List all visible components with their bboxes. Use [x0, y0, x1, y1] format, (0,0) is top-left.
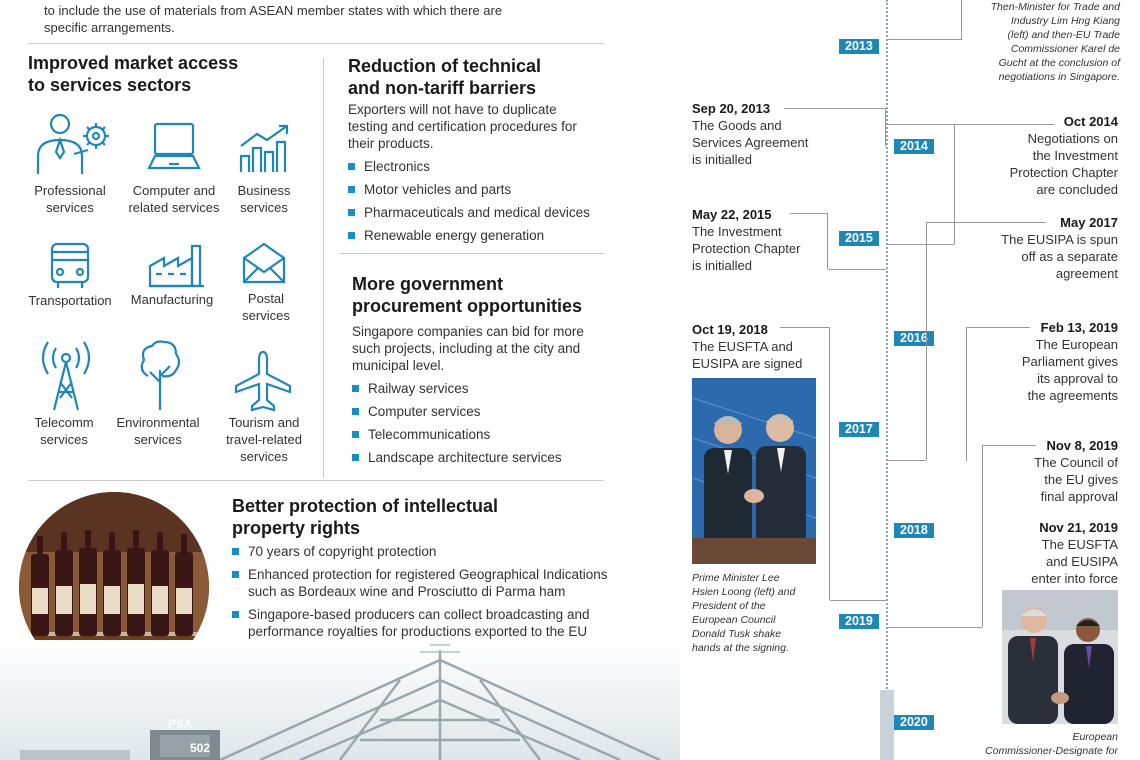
year-2016: 2016: [894, 331, 934, 346]
year-2019: 2019: [839, 614, 879, 629]
service-computer: Computer and related services: [128, 183, 220, 215]
handshake-photo-caption: European Commissioner-Designate for: [985, 731, 1118, 757]
service-postal: Postal services: [242, 291, 290, 323]
procurement-bullet: Railway services: [352, 380, 469, 397]
event-may-2017: May 2017 The EUSIPA is spun off as a separate agreement: [1001, 215, 1118, 281]
technical-bullet: Pharmaceuticals and medical devices: [348, 204, 590, 221]
event-feb-2019: Feb 13, 2019 The European Parliament gives its approval to the agreements: [1021, 320, 1118, 403]
divider: [340, 253, 604, 254]
connector: [888, 627, 982, 628]
procurement-title: More government procurement opportunities: [352, 274, 583, 316]
antenna-icon: [38, 340, 94, 412]
event-sep-2013: Sep 20, 2013 The Goods and Services Agreement is initialled: [692, 101, 809, 167]
technical-bullet: Renewable energy generation: [348, 227, 544, 244]
connector: [966, 327, 1030, 328]
port-sign-number: 502: [190, 741, 211, 755]
timeline-ship-mast: [880, 690, 894, 760]
connector: [828, 269, 886, 270]
business-chart-icon: [237, 122, 293, 174]
connector: [966, 327, 967, 461]
column-divider: [323, 58, 324, 478]
year-2013: 2013: [839, 39, 879, 54]
service-business: Business services: [237, 183, 291, 215]
year-2017: 2017: [839, 422, 879, 437]
computer-icon: [147, 122, 201, 174]
divider: [28, 480, 604, 481]
technical-desc: Exporters will not have to duplicate testing and certification procedures for their products.: [348, 102, 577, 151]
ip-bullet: Enhanced protection for registered Geographical Indications such as Bordeaux wine and Prosciutto di Parma ham: [232, 566, 607, 600]
service-manufacturing: Manufacturing: [130, 292, 214, 307]
signing-photo: [692, 378, 816, 564]
professional-icon: [34, 112, 114, 176]
technical-title: Reduction of technical and non-tariff barriers: [348, 56, 542, 98]
technical-bullet: Electronics: [348, 158, 430, 175]
intro-text: to include the use of materials from ASEAN member states with which there are specific arrangements.: [44, 3, 503, 35]
year-2014: 2014: [894, 139, 934, 154]
connector: [926, 222, 1046, 223]
connector: [830, 600, 886, 601]
year-2020: 2020: [894, 715, 934, 730]
service-environmental: Environmental services: [116, 415, 200, 447]
handshake-photo: [1002, 590, 1118, 724]
connector: [888, 244, 954, 245]
year-2018: 2018: [894, 523, 934, 538]
airplane-icon: [234, 350, 292, 412]
event-nov-21-2019: Nov 21, 2019 The EUSFTA and EUSIPA enter into force: [1031, 520, 1118, 586]
service-professional: Professional services: [34, 183, 106, 215]
connector: [888, 460, 926, 461]
signing-photo-caption: Prime Minister Lee Hsien Loong (left) and President of the European Council Donald Tusk shake hands at the signing.: [692, 572, 796, 654]
service-transportation: Transportation: [28, 293, 112, 308]
connector: [954, 124, 955, 244]
event-may-2015: May 22, 2015 The Investment Protection Chapter is initialled: [692, 207, 801, 273]
ip-title: Better protection of intellectual property rights: [232, 496, 499, 538]
procurement-bullet: Computer services: [352, 403, 481, 420]
ip-bullet: 70 years of copyright protection: [232, 543, 436, 560]
port-cranes-photo: [0, 640, 680, 760]
ip-bullet: Singapore-based producers can collect broadcasting and performance royalties for productions exported to the EU: [232, 606, 589, 640]
top-photo-caption: Then-Minister for Trade and Industry Lim Hng Kiang (left) and then-EU Trade Commissioner Karel de Gucht at the conclusion of negotiations in Singapore.: [990, 1, 1120, 83]
service-telecomm: Telecomm services: [34, 415, 94, 447]
technical-bullet: Motor vehicles and parts: [348, 181, 511, 198]
bus-icon: [48, 242, 92, 290]
timeline-axis: [886, 0, 888, 760]
connector: [784, 108, 886, 146]
connector: [790, 213, 828, 269]
year-2015: 2015: [839, 231, 879, 246]
event-nov-8-2019: Nov 8, 2019 The Council of the EU gives final approval: [1034, 438, 1118, 504]
port-sign-brand: PSA: [168, 717, 193, 731]
connector: [926, 222, 927, 460]
service-tourism: Tourism and travel-related services: [226, 415, 302, 464]
procurement-bullet: Telecommunications: [352, 426, 490, 443]
services-title: Improved market access to services sectors: [28, 53, 239, 95]
envelope-icon: [242, 242, 286, 284]
factory-icon: [148, 244, 206, 288]
tree-icon: [138, 340, 182, 412]
event-oct-2014: Oct 2014 Negotiations on the Investment Protection Chapter are concluded: [1009, 114, 1118, 197]
procurement-desc: Singapore companies can bid for more such projects, including at the city and municipal level.: [352, 324, 584, 373]
procurement-bullet: Landscape architecture services: [352, 449, 562, 466]
connector: [888, 0, 962, 40]
event-oct-2018: Oct 19, 2018 The EUSFTA and EUSIPA are signed: [692, 322, 803, 371]
connector: [982, 445, 1036, 446]
divider: [28, 43, 604, 44]
